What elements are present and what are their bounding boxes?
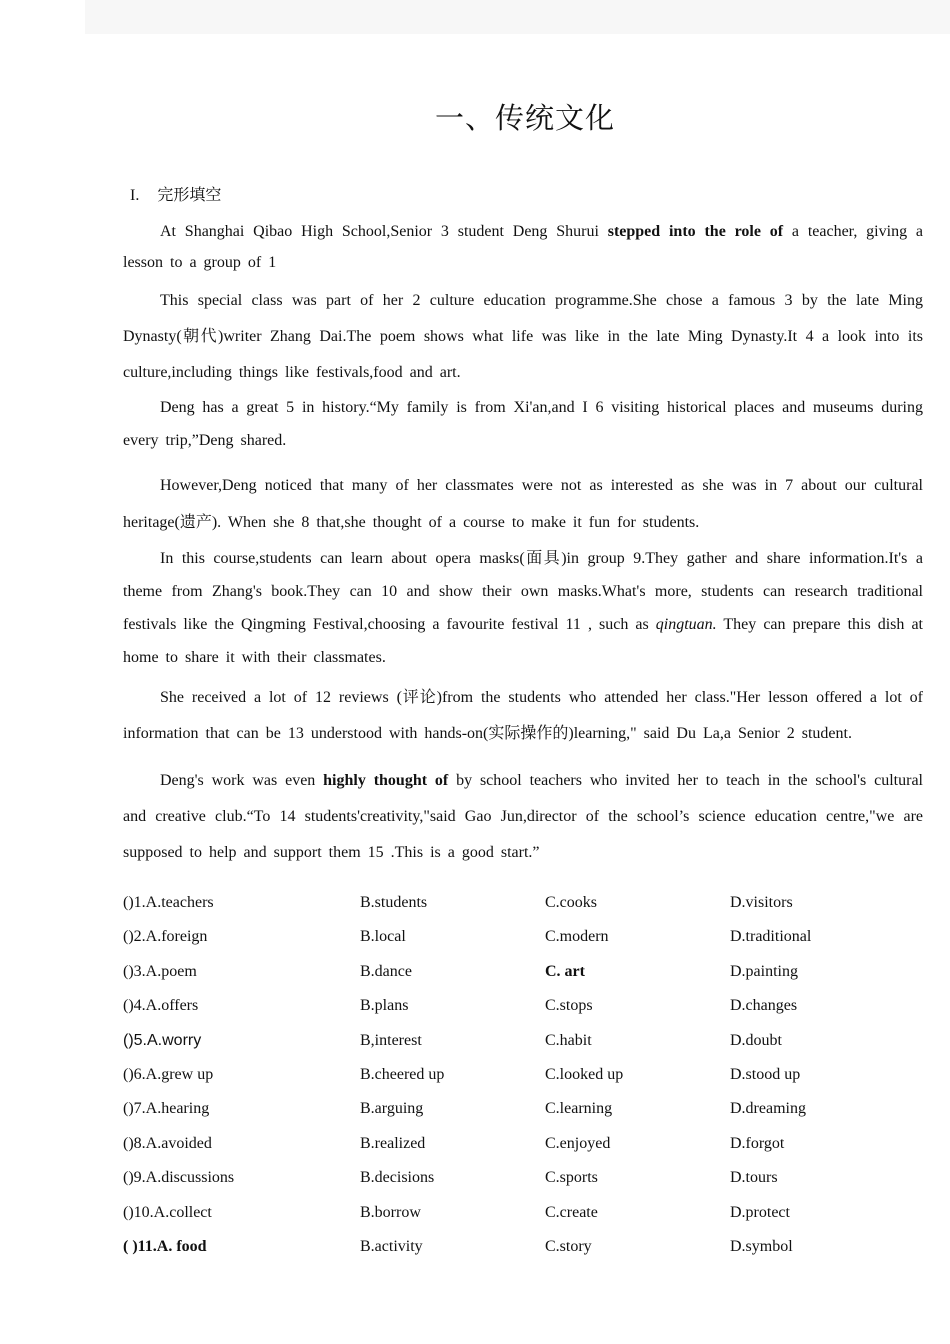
- option-row: [123, 1204, 923, 1238]
- answer-options: [123, 894, 923, 1272]
- option-d: D.tours: [730, 1169, 778, 1187]
- option-a: ()6.A.grew up: [123, 1065, 214, 1083]
- paragraph-5: [123, 542, 923, 674]
- option-a: ()5.A.worry: [123, 1031, 202, 1049]
- option-a: ()4.A.offers: [123, 997, 199, 1015]
- option-b: B.arguing: [360, 1100, 424, 1118]
- option-b: B,interest: [360, 1031, 422, 1049]
- paragraph-2: This special class was part of her 2 culture education programme.She chose a famous 3 by the late Ming Dynasty(朝代)writer Zhang Dai.The poem shows what life was like in the late Ming Dynasty.It 4 a look into its culture,including things like festivals,food and art.: [123, 292, 923, 381]
- option-c: C.story: [545, 1237, 592, 1255]
- option-c: C.looked up: [545, 1065, 624, 1083]
- option-row: [123, 1100, 923, 1134]
- bold-phrase: highly thought of: [323, 772, 449, 789]
- option-d: D.protect: [730, 1203, 790, 1221]
- paragraph-text: a teacher, giving a lesson to a group of 1: [123, 223, 923, 271]
- option-a: ()2.A.foreign: [123, 928, 208, 946]
- option-a: ()7.A.hearing: [123, 1100, 210, 1118]
- option-row: [123, 928, 923, 962]
- option-b: B.plans: [360, 997, 409, 1015]
- option-d: D.traditional: [730, 928, 812, 946]
- italic-word: qingtuan.: [655, 616, 717, 633]
- cloze-passage: [123, 216, 923, 871]
- option-b: B.decisions: [360, 1169, 435, 1187]
- option-b: B.local: [360, 928, 406, 946]
- paragraph-text: At Shanghai Qibao High School,Senior 3 student Deng Shurui: [160, 223, 608, 240]
- option-c: C.modern: [545, 928, 609, 946]
- section-label: 完形填空: [157, 185, 222, 204]
- option-c: C.sports: [545, 1169, 598, 1187]
- option-c: C.create: [545, 1203, 598, 1221]
- option-c: C.habit: [545, 1031, 592, 1049]
- option-row: [123, 1032, 923, 1066]
- option-row: [123, 894, 923, 928]
- option-c: C.stops: [545, 997, 593, 1015]
- option-c: C.enjoyed: [545, 1134, 611, 1152]
- option-a: ()9.A.discussions: [123, 1169, 235, 1187]
- paragraph-4: However,Deng noticed that many of her classmates were not as interested as she was in 7 about our cultural heritage(遗产). When she 8 that,she thought of a course to make it fun for students.: [123, 477, 923, 531]
- paragraph-text: In this course,students can learn about opera masks(面具)in group 9.They gather and share information.It's a theme from Zhang's book.They can 10 and show their own masks.What's more, students can research traditional festivals like the Qingming Festival,choosing a favourite festival 11 , such as: [123, 550, 923, 633]
- option-row: [123, 997, 923, 1031]
- option-a: ()3.A.poem: [123, 962, 197, 980]
- page-title: 一、传统文化: [434, 101, 615, 135]
- option-d: D.forgot: [730, 1134, 785, 1152]
- option-a: ()1.A.teachers: [123, 894, 214, 911]
- option-b: B.activity: [360, 1237, 423, 1255]
- option-d: D.doubt: [730, 1031, 782, 1049]
- bold-phrase: stepped into the role of: [607, 223, 784, 240]
- option-c: C.learning: [545, 1100, 613, 1118]
- option-b: B.dance: [360, 962, 412, 980]
- option-row: [123, 1066, 923, 1100]
- paragraph-text: They can prepare this dish at home to share it with their classmates.: [123, 616, 923, 666]
- option-d: D.stood up: [730, 1065, 801, 1083]
- section-number: I.: [130, 187, 140, 204]
- option-a: ( )11.A. food: [123, 1237, 207, 1255]
- option-c: C.cooks: [545, 894, 597, 911]
- option-d: D.symbol: [730, 1237, 793, 1255]
- paragraph-text: Deng's work was even: [160, 772, 324, 789]
- option-row: [123, 1238, 923, 1272]
- option-b: B.cheered up: [360, 1065, 445, 1083]
- option-a: ()10.A.collect: [123, 1203, 212, 1221]
- section-heading: [130, 182, 221, 205]
- paragraph-7: [123, 763, 923, 871]
- option-row: [123, 1169, 923, 1203]
- option-c: C. art: [545, 962, 585, 980]
- paragraph-1: [123, 216, 923, 278]
- top-bar: [85, 0, 950, 34]
- option-d: D.changes: [730, 997, 798, 1015]
- option-row: [123, 963, 923, 997]
- option-b: B.borrow: [360, 1203, 421, 1221]
- option-d: D.dreaming: [730, 1100, 806, 1118]
- option-b: B.realized: [360, 1134, 426, 1152]
- paragraph-3: Deng has a great 5 in history.“My family is from Xi'an,and I 6 visiting historical places and museums during every trip,”Deng shared.: [123, 399, 923, 449]
- option-a: ()8.A.avoided: [123, 1134, 212, 1152]
- option-d: D.painting: [730, 962, 798, 980]
- option-row: [123, 1135, 923, 1169]
- option-d: D.visitors: [730, 894, 793, 911]
- option-b: B.students: [360, 894, 428, 911]
- paragraph-text: by school teachers who invited her to teach in the school's cultural and creative club.“To 14 students'creativity,"said Gao Jun,director of the school’s science education centre,"we are supposed to help and support them 15 .This is a good start.”: [123, 772, 924, 861]
- paragraph-6: She received a lot of 12 reviews (评论)from the students who attended her class."Her lesson offered a lot of information that can be 13 understood with hands-on(实际操作的)learning," said Du La,a Senior 2 student.: [123, 689, 923, 742]
